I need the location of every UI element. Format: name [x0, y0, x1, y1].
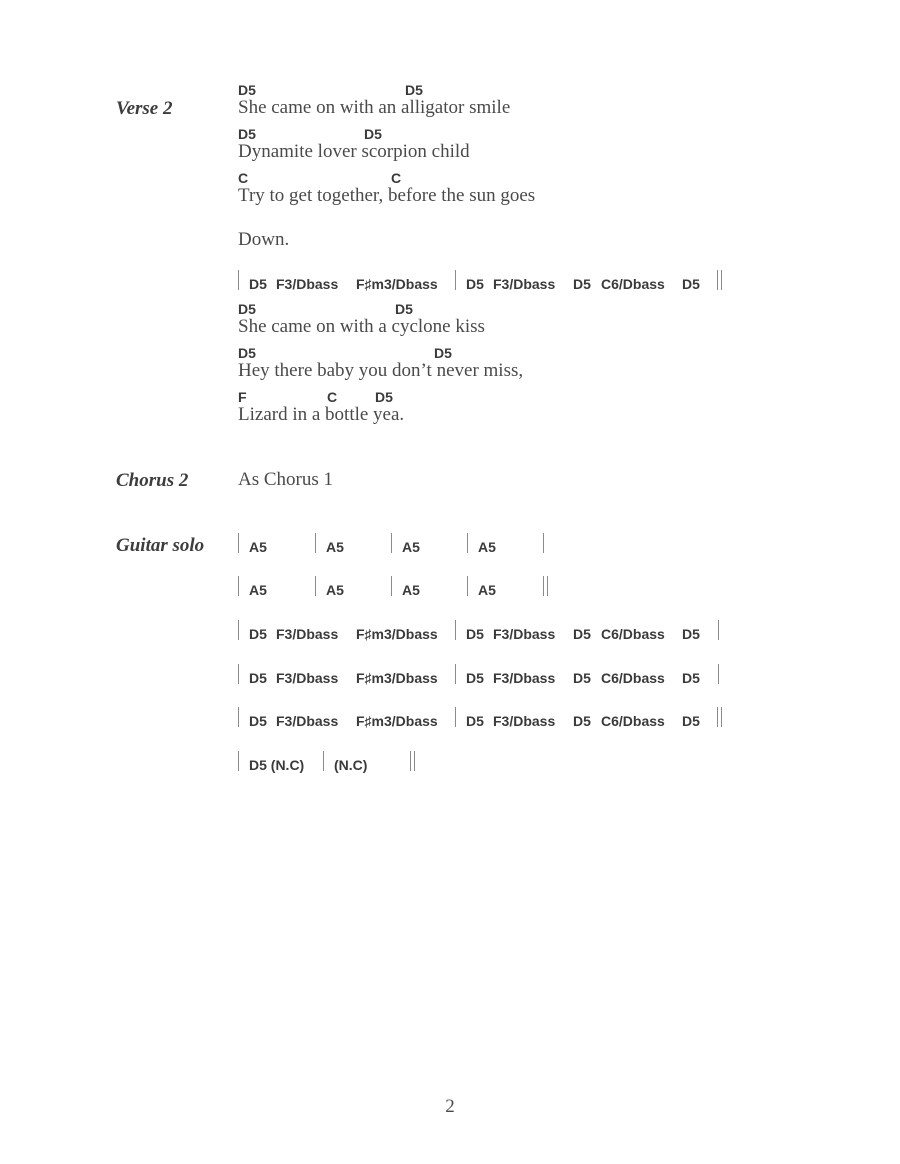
chord: F3/Dbass — [276, 276, 339, 292]
barline — [455, 620, 456, 640]
barline — [455, 664, 456, 684]
section-label-guitar-solo: Guitar solo — [116, 535, 205, 556]
chord: D5 — [573, 713, 591, 729]
barline — [391, 576, 392, 596]
chord: F3/Dbass — [493, 626, 556, 642]
chord: F — [238, 389, 247, 405]
chord: C6/Dbass — [601, 670, 665, 686]
chord: F♯m3/Dbass — [356, 626, 438, 642]
chord: C — [391, 170, 402, 186]
chord: D5 — [405, 82, 423, 98]
chord: D5 — [682, 276, 700, 292]
chord: D5 — [364, 126, 382, 142]
barline — [238, 270, 239, 290]
barline — [467, 576, 468, 596]
chord: C6/Dbass — [601, 276, 665, 292]
barline — [238, 707, 239, 727]
chord: C6/Dbass — [601, 713, 665, 729]
double-barline — [410, 751, 415, 771]
chord: C6/Dbass — [601, 626, 665, 642]
chord: A5 — [326, 539, 344, 555]
chord: F3/Dbass — [276, 670, 339, 686]
chord: F3/Dbass — [493, 713, 556, 729]
chorus-2-text: As Chorus 1 — [238, 469, 334, 490]
chord: D5 — [466, 670, 484, 686]
chord: A5 — [402, 582, 420, 598]
barline — [315, 533, 316, 553]
double-barline — [543, 576, 548, 596]
chord: D5 — [249, 670, 267, 686]
barline — [467, 533, 468, 553]
section-label-verse-2: Verse 2 — [116, 98, 173, 119]
chord: D5 — [466, 626, 484, 642]
lyric-line: Dynamite lover scorpion child — [238, 141, 470, 162]
barline — [718, 664, 719, 684]
chord: A5 — [249, 539, 267, 555]
double-barline — [717, 707, 722, 727]
chord: A5 — [249, 582, 267, 598]
chord: D5 — [375, 389, 393, 405]
lyric-line: Try to get together, before the sun goes — [238, 185, 536, 206]
chord: D5 — [238, 82, 256, 98]
barline — [543, 533, 544, 553]
barline — [238, 576, 239, 596]
chord: F♯m3/Dbass — [356, 276, 438, 292]
chord: A5 — [478, 539, 496, 555]
chord: D5 — [682, 670, 700, 686]
lyric-line: She came on with an alligator smile — [238, 97, 511, 118]
barline — [718, 620, 719, 640]
barline — [455, 270, 456, 290]
chord: D5 — [466, 713, 484, 729]
chord: A5 — [326, 582, 344, 598]
barline — [315, 576, 316, 596]
barline — [455, 707, 456, 727]
lyric-line: She came on with a cyclone kiss — [238, 316, 485, 337]
chord: D5 — [573, 626, 591, 642]
chord: A5 — [402, 539, 420, 555]
chord: F3/Dbass — [276, 713, 339, 729]
chord: D5 — [238, 345, 256, 361]
lyric-line: Hey there baby you don’t never miss, — [238, 360, 524, 381]
section-label-chorus-2: Chorus 2 — [116, 470, 189, 491]
chord: D5 — [249, 276, 267, 292]
chord: D5 — [573, 670, 591, 686]
barline — [238, 620, 239, 640]
chord: F3/Dbass — [276, 626, 339, 642]
barline — [238, 751, 239, 771]
double-barline — [717, 270, 722, 290]
lyric-line: Lizard in a bottle yea. — [238, 404, 405, 425]
chord: C — [238, 170, 249, 186]
chord: F3/Dbass — [493, 276, 556, 292]
chord: D5 — [434, 345, 452, 361]
chord: F3/Dbass — [493, 670, 556, 686]
chord: D5 — [573, 276, 591, 292]
barline — [238, 533, 239, 553]
chord: D5 — [249, 626, 267, 642]
chord: D5 (N.C) — [249, 757, 305, 773]
chord: C — [327, 389, 338, 405]
chord: D5 — [682, 713, 700, 729]
barline — [391, 533, 392, 553]
chord: D5 — [682, 626, 700, 642]
chord: D5 — [249, 713, 267, 729]
chord: D5 — [238, 126, 256, 142]
chord: F♯m3/Dbass — [356, 670, 438, 686]
page-number: 2 — [445, 1096, 455, 1117]
chord: D5 — [238, 301, 256, 317]
chord: F♯m3/Dbass — [356, 713, 438, 729]
lyric-line: Down. — [238, 229, 290, 250]
chord: A5 — [478, 582, 496, 598]
chord: D5 — [395, 301, 413, 317]
barline — [238, 664, 239, 684]
chord: (N.C) — [334, 757, 368, 773]
chord: D5 — [466, 276, 484, 292]
barline — [323, 751, 324, 771]
